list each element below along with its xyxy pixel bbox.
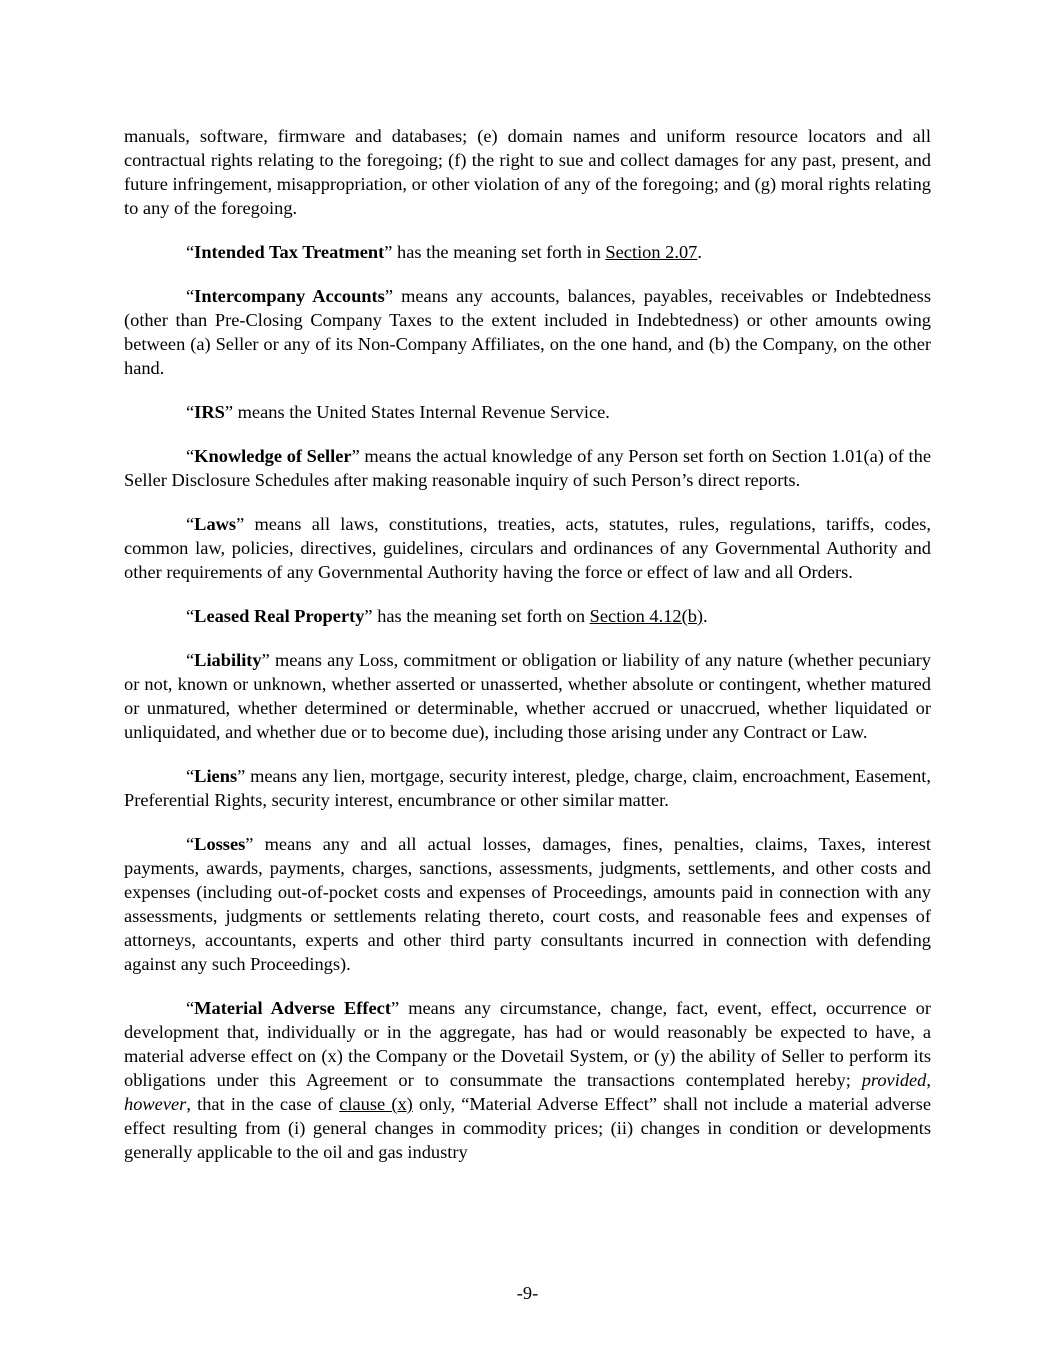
defined-term: Material Adverse Effect [194,998,391,1018]
definition-laws: “Laws” means all laws, constitutions, treaties, acts, statutes, rules, regulations, tariffs, codes, common law, policies, directives, guidelines, circulars and ordinances of any Governmental Authority and other requirements of any Governmental Authority having the force or effect of law and all Orders. [124,514,931,582]
definition-knowledge-of-seller: “Knowledge of Seller” means the actual knowledge of any Person set forth on Section 1.01(a) of the Seller Disclosure Schedules after making reasonable inquiry of such Person’s direct reports. [124,446,931,490]
defined-term: Intercompany Accounts [194,286,385,306]
clause-reference-link[interactable]: clause (x) [339,1094,413,1114]
defined-term: Losses [194,834,246,854]
defined-term: Leased Real Property [194,606,365,626]
definition-liability: “Liability” means any Loss, commitment or obligation or liability of any nature (whether pecuniary or not, known or unknown, whether asserted or unasserted, whether absolute or contingent, whether matured or unmatured, whether determined or determinable, whether accrued or unaccrued, whether liquidated or unliquidated, and whether due or to become due), including those arising under any Contract or Law. [124,650,931,742]
defined-term: Intended Tax Treatment [194,242,385,262]
definition-material-adverse-effect: “Material Adverse Effect” means any circumstance, change, fact, event, effect, occurrence or development that, individually or in the aggregate, has had or would reasonably be expected to have, a material adverse effect on (x) the Company or the Dovetail System, or (y) the ability of Seller to perform its obligations under this Agreement or to consummate the transactions contemplated hereby; provided, however, that in the case of clause (x) only, “Material Adverse Effect” shall not include a material adverse effect resulting from (i) general changes in commodity prices; (ii) changes in condition or developments generally applicable to the oil and gas industry [124,998,931,1162]
defined-term: IRS [194,402,225,422]
defined-term: Knowledge of Seller [194,446,352,466]
definition-losses: “Losses” means any and all actual losses, damages, fines, penalties, claims, Taxes, interest payments, awards, payments, charges, sanctions, assessments, judgments, settlements, and other costs and expenses (including out-of-pocket costs and expenses of Proceedings, amounts paid in connection with any assessments, judgments or settlements relating thereto, court costs, and reasonable fees and expenses of attorneys, accountants, experts and other third party consultants incurred in connection with defending against any such Proceedings). [124,834,931,974]
definition-leased-real-property: “Leased Real Property” has the meaning set forth on Section 4.12(b). [186,606,708,626]
defined-term: Liability [194,650,262,670]
italic-proviso: provided [861,1070,927,1090]
page-number: -9- [516,1283,539,1303]
document-page [124,124,931,1184]
definition-intended-tax-treatment: “Intended Tax Treatment” has the meaning set forth in Section 2.07. [186,242,702,262]
defined-term: Laws [194,514,237,534]
definition-continuation [124,124,931,220]
defined-term: Liens [194,766,238,786]
definition-intercompany-accounts: “Intercompany Accounts” means any accounts, balances, payables, receivables or Indebtedness (other than Pre-Closing Company Taxes to the extent included in Indebtedness) or other amounts owing between (a) Seller or any of its Non-Company Affiliates, on the one hand, and (b) the Company, on the other hand. [124,286,931,378]
section-reference-link[interactable]: Section 2.07 [605,242,698,262]
italic-proviso: however [124,1094,187,1114]
definition-liens: “Liens” means any lien, mortgage, security interest, pledge, charge, claim, encroachment, Easement, Preferential Rights, security interest, encumbrance or other similar matter. [124,766,931,810]
section-reference-link[interactable]: Section 4.12(b) [589,606,704,626]
definition-irs: “IRS” means the United States Internal Revenue Service. [186,402,610,422]
paragraph-text: manuals, software, firmware and databases; (e) domain names and uniform resource locators and all contractual rights relating to the foregoing; (f) the right to sue and collect damages for any past, present, and future infringement, misappropriation, or other violation of any of the foregoing; and (g) moral rights relating to any of the foregoing. [124,126,931,218]
